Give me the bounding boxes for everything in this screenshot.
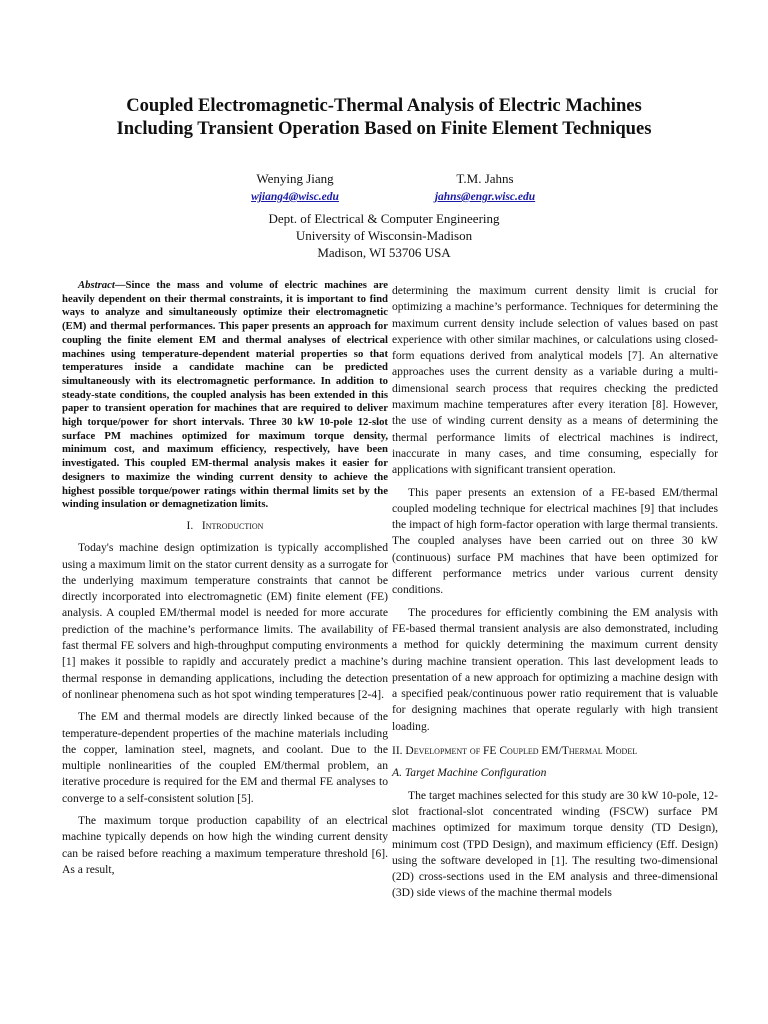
paper-title [60, 94, 708, 140]
abstract-lead: Abstract [78, 279, 115, 291]
section-number: I. [186, 519, 194, 532]
section-heading-introduction [62, 518, 388, 534]
author-2 [390, 170, 580, 206]
subsection-heading-target-machine [392, 765, 718, 781]
author-name: T.M. Jahns [456, 171, 514, 186]
continued-paragraph: determining the maximum current density limit is crucial for optimizing a machine’s performance. Techniques for determining the maximum current density include selection of values based on past experience with other similar machines, or calculations using closed-form equations derived from analytical models [7]. An alternative approaches uses the current density as a variable during a multi-dimensional search process that requires checking the predicted maximum machine temperatures after every iteration [8]. However, the use of winding current density as a means of determining the thermal performance limits of electrical machines is indirect, inaccurate in many cases, and time consuming, especially for applications with significant transient operation. [392, 284, 718, 477]
subsection-title: Target Machine Configuration [404, 766, 547, 780]
intro-paragraph: The EM and thermal models are directly linked because of the temperature-dependent properties of the machine materials including the copper, lamination steel, magnets, and coolant. Due to the multiple nonlinearities of the coupled EM/thermal problem, an iterative procedure is required for the EM and thermal FE analyses to converge to a self-consistent solution [5]. [62, 710, 388, 805]
subsection-label: A. [392, 766, 402, 780]
section-title: Introduction [201, 519, 264, 532]
section-heading-development [392, 743, 718, 759]
left-column [62, 279, 388, 884]
abstract-text: —Since the mass and volume of electric machines are heavily dependent on their thermal constraints, it is important to find ways to analyze and simultaneously optimize their electromagnetic (EM) and thermal performances. This paper presents an approach for coupling the finite element EM and thermal analyses of electrical machines using temperature-dependent material properties so that temperatures inside a candidate machine can be predicted simultaneously with its electromagnetic performance. In addition to steady-state conditions, the coupled analysis has been extended in this paper to transient operation for machines that are required to deliver high torque/power for short intervals. Three 30 kW 10-pole 12-slot surface PM machines optimized for maximum torque density, minimum cost, and maximum efficiency, respectively, have been investigated. This coupled EM-thermal analysis makes it easier for designers to maximize the winding current density to achieve the highest possible torque/power ratings within thermal limits set by the winding insulation or demagnetization limits. [62, 279, 388, 511]
affiliation-line: Madison, WI 53706 USA [317, 245, 451, 260]
body-paragraph: The procedures for efficiently combining the EM analysis with FE-based thermal transient analysis are also demonstrated, including a method for quickly determining the maximum current density during machine transient operation. This last development leads to presentation of a new approach for optimizing a machine design with a specified peak/continuous power ratio requirement that is valuable for designing machines that operate regularly with high transient loading. [392, 605, 718, 733]
intro-paragraph: The maximum torque production capability of an electrical machine typically depends on how high the winding current density can be raised before reaching a maximum temperature threshold [6]. As a result, [62, 814, 388, 876]
author-email-link[interactable]: jahns@engr.wisc.edu [434, 191, 536, 203]
body-paragraph: The target machines selected for this study are 30 kW 10-pole, 12-slot fractional-slot concentrated winding (FSCW) surface PM machines optimized for maximum torque density (TD Design), minimum cost (TPD Design), and maximum efficiency (Eff. Design) using the software developed in [1]. The resulting two-dimensional (2D) cross-sections used in the EM analysis and three-dimensional (3D) side views of the machine thermal models [392, 788, 718, 900]
affiliation [180, 210, 588, 261]
affiliation-line: Dept. of Electrical & Computer Engineering [268, 211, 500, 226]
author-1 [200, 170, 390, 206]
abstract [62, 279, 388, 512]
section-title: Development of FE Coupled EM/Thermal Model [405, 745, 638, 758]
author-name: Wenying Jiang [256, 171, 334, 186]
author-email-link[interactable]: wjiang4@wisc.edu [251, 191, 339, 203]
right-column [392, 283, 718, 908]
title-line-1: Coupled Electromagnetic-Thermal Analysis of Electric Machines [126, 95, 642, 116]
intro-paragraph: Today's machine design optimization is typically accomplished using a maximum limit on the stator current density as a surrogate for the underlying maximum temperature constraints that cannot be directly incorporated into electromagnetic (EM) finite element (FE) analysis. A coupled EM/thermal model is needed for more accurate prediction of the machine’s performance limits. The availability of fast thermal FE solvers and high-throughput computing environments [1] makes it possible to rapidly and accurately predict a machine’s thermal response in demanding applications, including the detection of nonlinear phenomena such as hot spot winding temperatures [2-4]. [62, 541, 388, 701]
affiliation-line: University of Wisconsin-Madison [295, 228, 473, 243]
section-number: II. [392, 745, 403, 758]
body-paragraph: This paper presents an extension of a FE-based EM/thermal coupled modeling technique for electrical machines [9] that includes the impact of high form-factor operation with large thermal transients. The coupled analyses have been carried out on three 30 kW (continuous) surface PM machines that have been optimized for different performance metrics under various current density conditions. [392, 485, 718, 597]
title-line-2: Including Transient Operation Based on Finite Element Techniques [116, 118, 652, 139]
